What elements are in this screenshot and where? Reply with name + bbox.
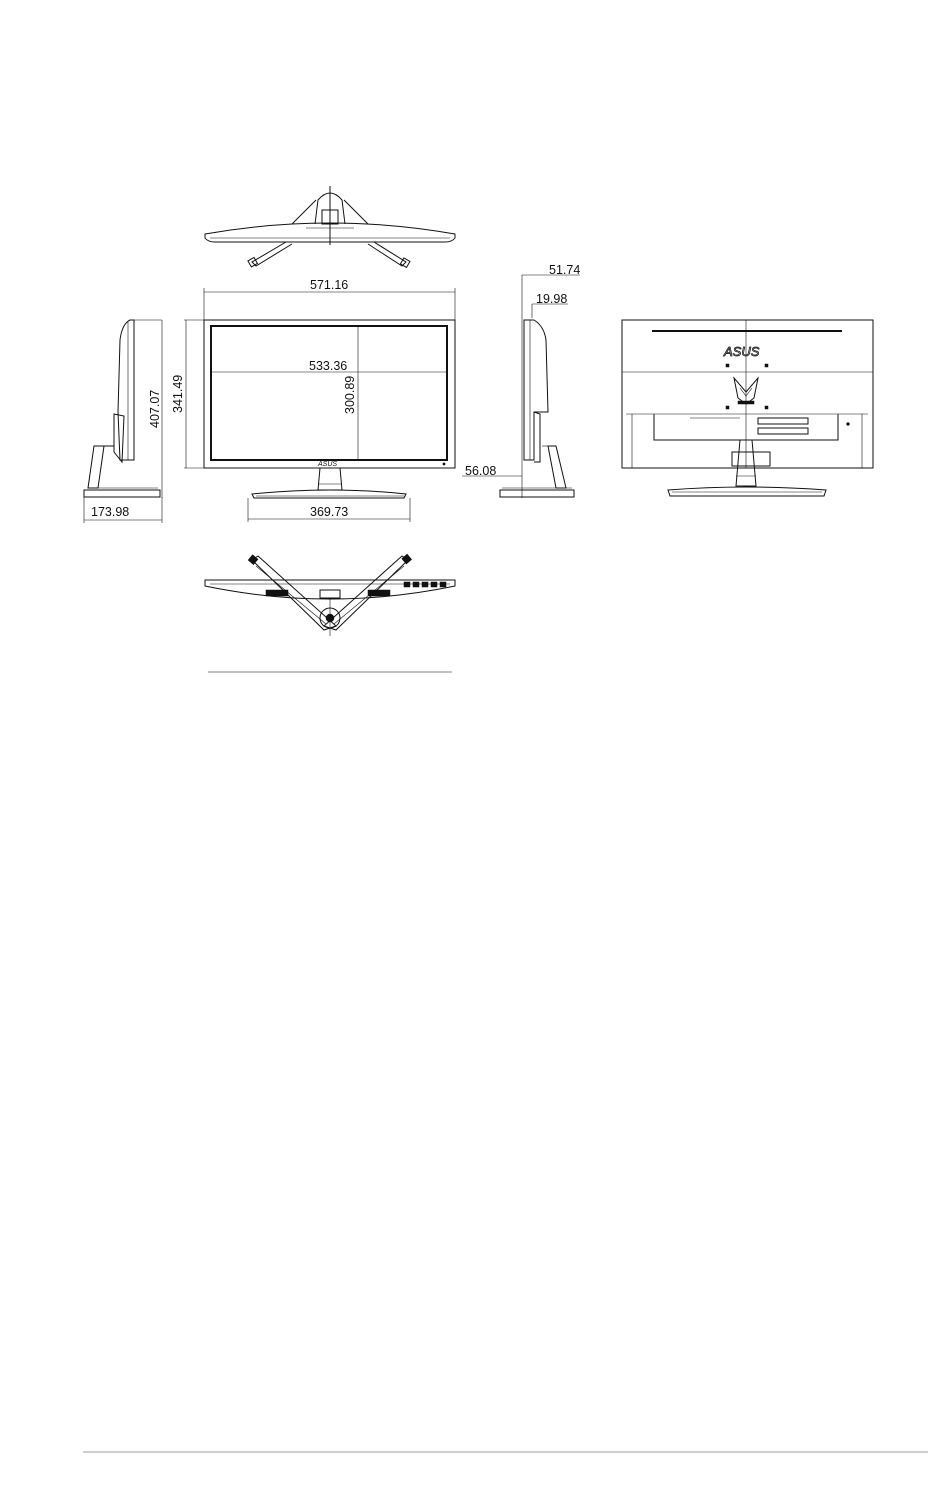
- dim-side-base-depth: 173.98: [91, 505, 130, 519]
- brand-logo-rear: ASUS: [724, 344, 760, 359]
- top-view: [205, 186, 455, 267]
- rear-view: [622, 320, 873, 496]
- dim-screen-height: 300.89: [343, 375, 357, 414]
- dim-overall-width: 571.16: [310, 278, 349, 292]
- dim-base-width: 369.73: [310, 505, 349, 519]
- footer-rule: [83, 1451, 928, 1453]
- right-side-view: [462, 263, 580, 498]
- dim-overall-height: 407.07: [148, 389, 162, 428]
- dim-depth-panel: 19.98: [536, 292, 568, 306]
- dim-base-offset: 56.08: [465, 464, 497, 478]
- brand-logo-front: ASUS: [318, 461, 338, 468]
- dim-panel-height: 341.49: [171, 374, 185, 413]
- dim-depth-top: 51.74: [549, 263, 581, 277]
- left-side-view: [84, 320, 162, 523]
- bottom-view: [205, 554, 455, 672]
- front-view: [171, 278, 455, 522]
- dim-screen-width: 533.36: [309, 359, 348, 373]
